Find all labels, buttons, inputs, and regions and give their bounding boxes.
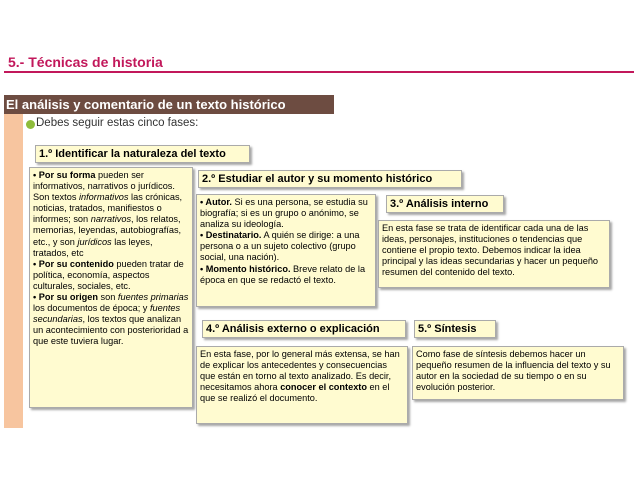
bullet-dot-icon	[26, 120, 35, 129]
side-accent-bar	[4, 114, 23, 428]
phase3-heading: 3.º Análisis interno	[386, 195, 504, 213]
phase3-body: En esta fase se trata de identificar cada una de las ideas, personajes, instituciones o tendencias que contiene el propio texto. Debemos indicar la idea principal y las ideas secundarias y hacer un pequeño resumen del contenido del texto.	[378, 220, 610, 288]
phase4-body: En esta fase, por lo general más extensa, se han de explicar los antecedentes y consecuencias que están en torno al texto analizado. Es decir, necesitamos ahora conocer el contexto en el que se realizó el documento.	[196, 346, 408, 424]
section-title: El análisis y comentario de un texto histórico	[4, 95, 334, 114]
phase5-heading: 5.º Síntesis	[414, 320, 496, 338]
intro-text: Debes seguir estas cinco fases:	[36, 117, 199, 129]
phase2-body: • Autor. Si es una persona, se estudia su biografía; si es un grupo o anónimo, se analiza su ideología. • Destinatario. A quién se dirige: a una persona o a un sujeto colectivo (grupo social, una nación). • Momento histórico. Breve relato de la época en que se redactó el texto.	[196, 194, 376, 307]
slide-title: 5.- Técnicas de historia	[8, 54, 163, 70]
phase2-heading: 2.º Estudiar el autor y su momento histórico	[198, 170, 462, 188]
phase1-body: • Por su forma pueden ser informativos, narrativos o jurídicos. Son textos informativos las crónicas, noticias, tratados, manifiestos o informes; son narrativos, los relatos, memorias, leyendas, autobiografías, etc., y son jurídicos las leyes, tratados, etc • Por su contenido pueden tratar de política, economía, aspectos culturales, sociales, etc. • Por su origen son fuentes primarias los documentos de época; y fuentes secundarias, los textos que analizan un acontecimiento con posterioridad a que este tuviera lugar.	[29, 167, 193, 408]
title-underline	[4, 71, 634, 73]
phase1-heading: 1.º Identificar la naturaleza del texto	[35, 145, 250, 163]
phase4-heading: 4.º Análisis externo o explicación	[202, 320, 406, 338]
phase5-body: Como fase de síntesis debemos hacer un pequeño resumen de la influencia del texto y su autor en la sociedad de su tiempo o en su evolución posterior.	[412, 346, 624, 400]
